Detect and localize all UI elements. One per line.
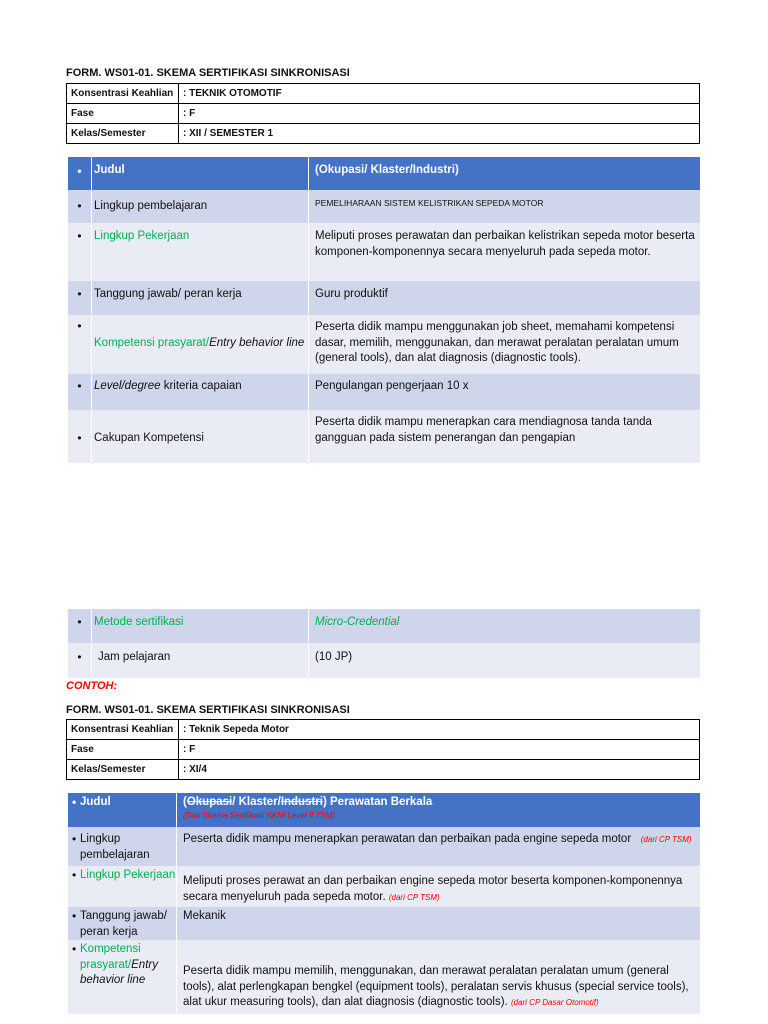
- fase-label: Fase: [67, 104, 179, 124]
- strike-okupasi: Okupasi: [186, 796, 233, 808]
- bullet: •: [72, 942, 77, 956]
- konsentrasi-value: : TEKNIK OTOMOTIF: [179, 84, 700, 104]
- konsentrasi-value: : Teknik Sepeda Motor: [179, 720, 700, 740]
- form2-title: FORM. WS01-01. SKEMA SERTIFIKASI SINKRONISASI: [66, 704, 350, 716]
- table-row: [68, 281, 700, 315]
- table-row: [67, 740, 700, 760]
- bullet: •: [72, 832, 77, 846]
- table-row: [68, 609, 700, 643]
- kelas-value: : XII / SEMESTER 1: [179, 124, 700, 144]
- fase-value: : F: [179, 740, 700, 760]
- tanggung-jawab-label: Tanggung jawab/ peran kerja: [91, 281, 308, 315]
- bullet: •: [77, 650, 82, 664]
- entry-behavior-label: Entry behavior line: [80, 958, 158, 986]
- table-row: [68, 374, 700, 410]
- bullet: •: [72, 909, 77, 923]
- level-label-rest: kriteria capaian: [160, 380, 242, 392]
- lingkup-pekerjaan-text: Meliputi proses perawat an dan perbaikan engine sepeda motor beserta komponen-komponennya secara menyeluruh pada sepeda motor.: [183, 875, 683, 903]
- fase-label: Fase: [67, 740, 179, 760]
- level-label: [91, 374, 308, 410]
- bullet: •: [77, 164, 82, 178]
- lingkup-pekerjaan-value: [176, 866, 700, 907]
- tanggung-jawab-value: Guru produktif: [308, 281, 700, 315]
- kompetensi-text: Peserta didik mampu memilih, menggunakan, dan merawat peralatan peralatan umum (general tools), alat perlengkapan bengkel (equipment tools), peralatan servis khusus (special service tools), alat ukur measuring tools), dan alat diagnosis (diagnostic tools).: [183, 965, 689, 1008]
- bullet: •: [77, 199, 82, 213]
- table-row: [67, 720, 700, 740]
- tanggung-jawab-label: Tanggung jawab/ peran kerja: [80, 910, 167, 938]
- bullet: •: [77, 379, 82, 393]
- jam-value: (10 JP): [308, 643, 700, 678]
- example-competency-table: [68, 793, 700, 1014]
- cakupan-label: Cakupan Kompetensi: [91, 410, 308, 463]
- tanggung-jawab-value: Mekanik: [176, 907, 700, 940]
- kompetensi-label-main: Kompetensi prasyarat/: [80, 943, 141, 971]
- header-perawatan: ) Perawatan Berkala: [322, 796, 433, 808]
- kompetensi-label-main: Kompetensi prasyarat/: [94, 337, 210, 349]
- bullet: •: [77, 319, 82, 333]
- kelas-label: Kelas/Semester: [67, 124, 179, 144]
- table-row: [68, 866, 700, 907]
- strike-industri: Industri: [280, 796, 323, 808]
- source-note: (dari CP TSM): [388, 892, 440, 902]
- kompetensi-value: [176, 940, 700, 1014]
- table-header-row: [68, 793, 700, 827]
- kompetensi-value: Peserta didik mampu menggunakan job sheet, memahami kompetensi dasar, memilih, menggunakan, dan merawat peralatan peralatan umum (general tools), dan alat diagnosis (diagnostic tools).: [308, 315, 700, 374]
- lingkup-pekerjaan-label: Lingkup Pekerjaan: [91, 223, 308, 281]
- kelas-value: : XI/4: [179, 760, 700, 780]
- kelas-label: Kelas/Semester: [67, 760, 179, 780]
- form1-title: FORM. WS01-01. SKEMA SERTIFIKASI SINKRONISASI: [66, 67, 350, 79]
- table-row: [68, 315, 700, 374]
- contoh-label: CONTOH:: [66, 680, 118, 692]
- paren-open: (: [183, 796, 187, 808]
- kompetensi-label: [91, 315, 308, 374]
- level-label-italic: Level/degree: [94, 380, 161, 392]
- lingkup-pembelajaran-text: Peserta didik mampu menerapkan perawatan dan perbaikan pada engine sepeda motor: [183, 833, 632, 845]
- source-note: (dari CP Dasar Otomotif): [510, 998, 599, 1007]
- bullet: •: [77, 287, 82, 301]
- bullet: •: [77, 431, 82, 445]
- metode-label: Metode sertifikasi: [91, 609, 308, 643]
- jam-label: Jam pelajaran: [91, 643, 308, 678]
- cakupan-value: Peserta didik mampu menerapkan cara mendiagnosa tanda tanda gangguan pada sistem penerangan dan pengapian: [308, 410, 700, 463]
- bullet: •: [77, 229, 82, 243]
- lingkup-pembelajaran-value: [176, 827, 700, 866]
- table-row: [67, 84, 700, 104]
- lingkup-pembelajaran-label: Lingkup pembelajaran: [80, 833, 150, 861]
- bullet: •: [72, 795, 77, 809]
- table-row: [67, 124, 700, 144]
- lingkup-pembelajaran-label: Lingkup pembelajaran: [91, 190, 308, 223]
- header-okupasi: (Okupasi/ Klaster/Industri): [308, 157, 700, 190]
- table-header-row: [68, 157, 700, 190]
- header-judul: Judul: [91, 157, 308, 190]
- lingkup-pekerjaan-value: Meliputi proses perawatan dan perbaikan kelistrikan sepeda motor beserta komponen-komponennya secara menyeluruh pada sepeda motor.: [308, 223, 700, 281]
- bullet: •: [72, 868, 77, 882]
- konsentrasi-label: Konsentrasi Keahlian: [67, 720, 179, 740]
- table-row: [68, 223, 700, 281]
- table-row: [68, 827, 700, 866]
- table-row: [68, 190, 700, 223]
- fase-value: : F: [179, 104, 700, 124]
- source-note: (dari CP TSM): [640, 835, 692, 844]
- bullet: •: [77, 615, 82, 629]
- header-source-note: (Dari Skema Sertifikasi KKNI Level II TSM): [183, 810, 336, 820]
- table-row: [68, 940, 700, 1014]
- table-row: [68, 410, 700, 463]
- form1-info-table: [66, 83, 700, 144]
- konsentrasi-label: Konsentrasi Keahlian: [67, 84, 179, 104]
- lingkup-pembelajaran-value: PEMELIHARAAN SISTEM KELISTRIKAN SEPEDA MOTOR: [308, 190, 700, 223]
- table-row: [67, 104, 700, 124]
- header-judul: Judul: [80, 796, 111, 808]
- lingkup-pekerjaan-label: Lingkup Pekerjaan: [80, 869, 176, 881]
- header-okupasi: [176, 793, 700, 827]
- table-row: [68, 907, 700, 940]
- table-row: [67, 760, 700, 780]
- competency-table: [68, 157, 700, 463]
- metode-value: Micro-Credential: [308, 609, 700, 643]
- level-value: Pengulangan pengerjaan 10 x: [308, 374, 700, 410]
- form2-info-table: [66, 719, 700, 780]
- header-klaster: / Klaster/: [232, 796, 281, 808]
- kompetensi-label: [80, 942, 176, 1014]
- entry-behavior-label: Entry behavior line: [209, 337, 305, 349]
- table-row: [68, 643, 700, 678]
- competency-table-continued: [68, 609, 700, 678]
